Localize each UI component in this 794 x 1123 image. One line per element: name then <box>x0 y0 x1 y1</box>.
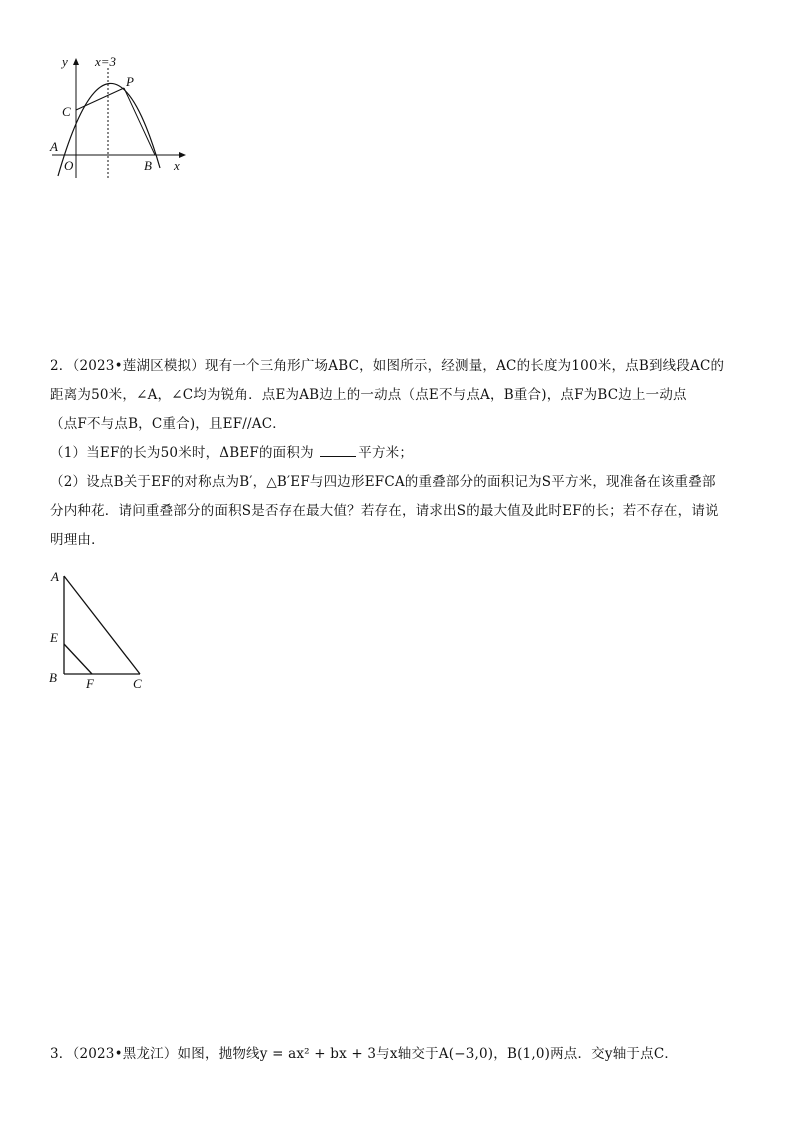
y-axis-arrow <box>73 58 79 65</box>
triangle-figure <box>44 566 154 694</box>
problem-2-line-3: （点F不与点B，C重合)，且EF//AC． <box>50 416 286 432</box>
label-x: x <box>174 158 180 173</box>
segment-EF <box>64 644 92 674</box>
problem-2 <box>50 352 760 555</box>
segment-PB <box>124 88 155 155</box>
label-F: F <box>86 676 94 691</box>
problem-2-question-2-line-3: 明理由． <box>50 532 105 548</box>
label-symmetry: x=3 <box>95 54 117 69</box>
problem-2-question-2-line-1: （2）设点B关于EF的对称点为B′，△B′EF与四边形EFCA的重叠部分的面积记为S平方米，现准备在该重叠部 <box>50 474 716 490</box>
parabola-figure <box>40 50 200 180</box>
question-1-unit: 平方米； <box>358 445 414 461</box>
label-C: C <box>62 104 71 119</box>
segment-CP <box>76 88 124 110</box>
problem-3-line-1: 3．（2023•黑龙江）如图，抛物线y = ax² + bx + 3与x轴交于A(−3,0)，B(1,0)两点．交y轴于点C． <box>50 1046 679 1062</box>
segment-AC <box>64 576 140 674</box>
problem-2-question-1 <box>50 439 760 468</box>
problem-3 <box>50 1040 760 1069</box>
label-C: C <box>133 676 142 691</box>
label-A: A <box>50 139 58 154</box>
x-axis-arrow <box>179 152 186 158</box>
label-E: E <box>50 630 58 645</box>
problem-2-line-2: 距离为50米，∠A，∠C均为锐角．点E为AB边上的一动点（点E不与点A，B重合)，点F为BC边上一动点 <box>50 387 687 403</box>
label-B: B <box>49 670 57 685</box>
answer-blank[interactable] <box>320 442 356 457</box>
label-B: B <box>144 158 152 173</box>
label-O: O <box>64 158 74 173</box>
label-y: y <box>62 54 68 69</box>
problem-2-question-2-line-2: 分内种花．请问重叠部分的面积S是否存在最大值？若存在，请求出S的最大值及此时EF的长；若不存在，请说 <box>50 503 719 519</box>
label-A: A <box>51 569 59 584</box>
problem-2-line-1: 2．（2023•莲湖区模拟）现有一个三角形广场ABC，如图所示，经测量，AC的长度为100米，点B到线段AC的 <box>50 358 725 374</box>
label-P: P <box>126 74 134 89</box>
question-1-text: （1）当EF的长为50米时，ΔBEF的面积为 <box>50 445 314 461</box>
